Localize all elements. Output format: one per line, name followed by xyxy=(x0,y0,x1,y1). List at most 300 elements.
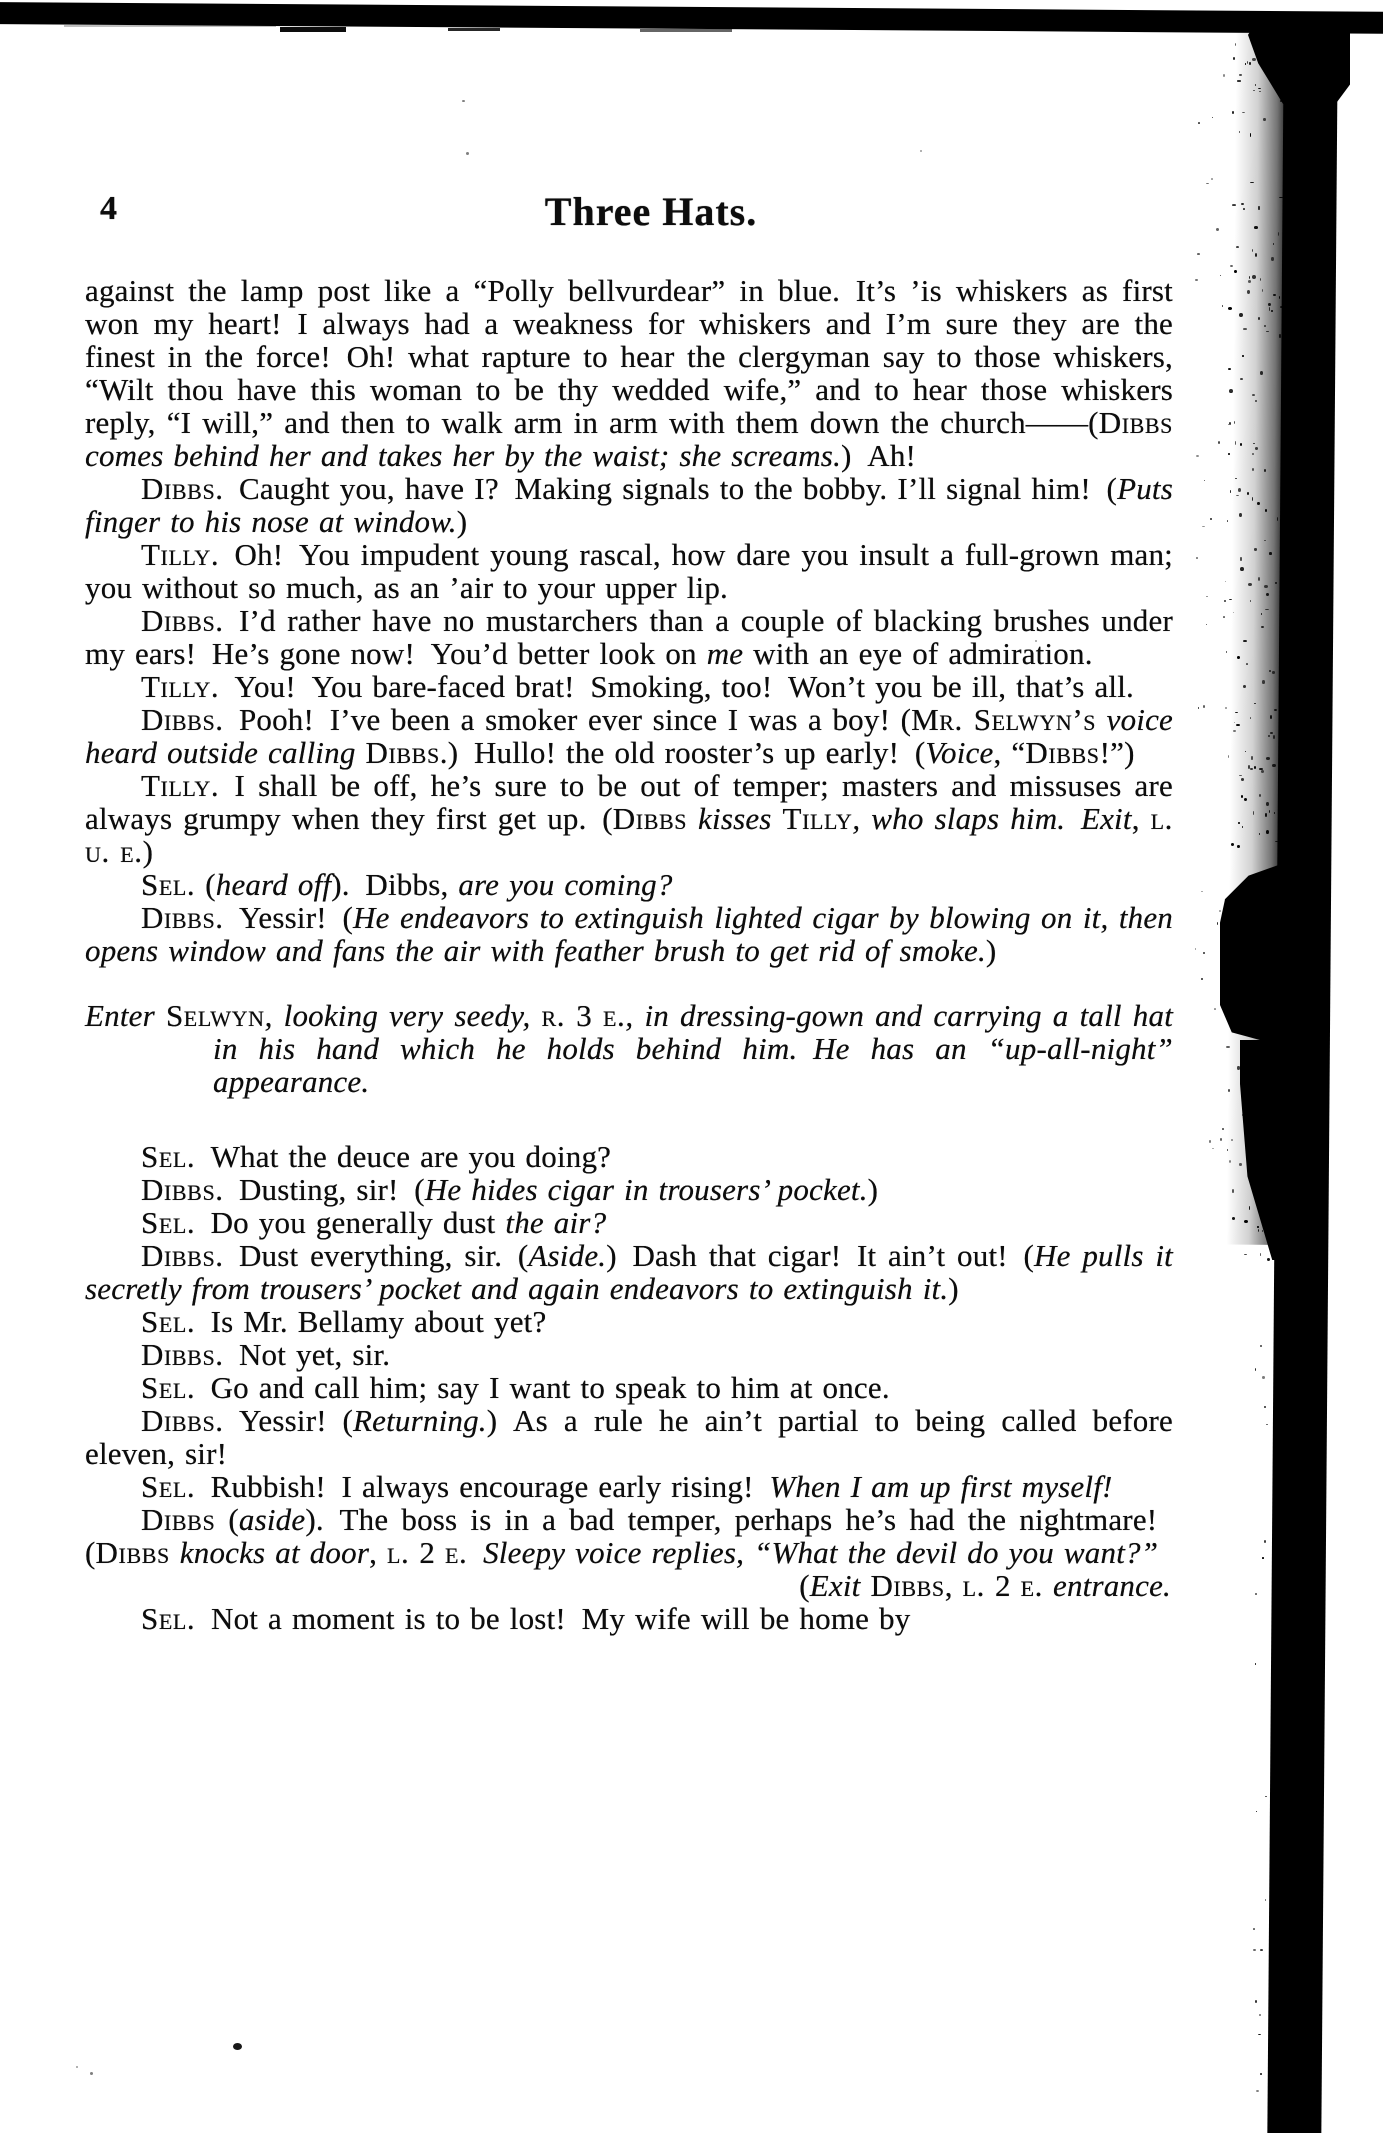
text-run: Sel. xyxy=(141,1601,196,1636)
text-run: aside xyxy=(238,1502,306,1537)
text-run: 2 xyxy=(409,1535,446,1570)
scan-noise-speck xyxy=(1276,1318,1278,1320)
scan-noise-speck xyxy=(1260,1253,1262,1256)
scan-noise-speck xyxy=(90,2072,93,2075)
scan-noise-speck xyxy=(1197,253,1200,255)
scan-noise-speck xyxy=(1277,56,1281,58)
scan-noise-speck xyxy=(1281,658,1283,660)
scan-noise-speck xyxy=(1271,310,1273,311)
text-run: 3 xyxy=(565,998,604,1033)
text-run: Not a moment is to be lost! My wife will be home by xyxy=(195,1601,911,1636)
scan-noise-speck xyxy=(1280,1557,1282,1559)
play-paragraph xyxy=(85,1371,1173,1404)
scan-noise-speck xyxy=(1269,902,1272,905)
scan-noise-speck xyxy=(1261,626,1264,628)
scan-noise-speck xyxy=(1288,436,1290,438)
scan-noise-speck xyxy=(1253,1949,1256,1952)
text-run: Dibbs xyxy=(141,1403,216,1438)
scan-noise-speck xyxy=(1206,596,1208,598)
scan-noise-speck xyxy=(1266,1424,1268,1426)
text-run: ( xyxy=(215,1502,239,1537)
scan-noise-speck xyxy=(1233,57,1235,59)
play-paragraph xyxy=(85,1602,1173,1635)
play-paragraph xyxy=(85,274,1173,472)
text-run: ) As a rule he ain’t partial to being called before eleven, sir! xyxy=(85,1403,1173,1471)
text-run: . Not yet, sir. xyxy=(215,1337,391,1372)
text-run: . I’d rather have no mustarchers than a couple of blacking brushes under my ears! He’s gone now! You’d better look on xyxy=(85,603,1173,671)
play-paragraph xyxy=(85,1338,1173,1371)
scan-noise-speck xyxy=(1265,1899,1266,1901)
play-paragraph xyxy=(85,868,1173,901)
text-run xyxy=(1043,1568,1053,1603)
scan-noise-speck xyxy=(1238,822,1241,824)
scan-noise-speck xyxy=(1255,2000,1257,2003)
text-run: ) xyxy=(456,504,468,539)
scan-noise-speck xyxy=(1228,1011,1229,1014)
text-run: . Rubbish! I always encourage early rising! xyxy=(186,1469,770,1504)
scan-noise-speck xyxy=(1234,722,1235,723)
text-run: . Is Mr. Bellamy about yet? xyxy=(186,1304,547,1339)
scan-noise-speck xyxy=(1241,778,1244,781)
scan-noise-speck xyxy=(1270,2055,1271,2056)
text-run: , in dressing-gown and carrying a tall hat in his hand which he holds behind him. He has an “up-all-night” appearance. xyxy=(213,998,1174,1099)
scan-noise-speck xyxy=(1276,1103,1279,1106)
scan-noise-speck xyxy=(1206,624,1208,625)
scan-noise-speck xyxy=(1236,495,1239,496)
text-run: Sel xyxy=(141,1370,187,1405)
scan-noise-speck xyxy=(1249,1206,1250,1210)
scan-noise-speck xyxy=(1252,58,1256,61)
scan-noise-speck xyxy=(1243,1044,1245,1046)
text-run: r. xyxy=(541,998,566,1033)
scan-noise-speck xyxy=(1258,577,1260,580)
scan-noise-speck xyxy=(1201,978,1203,980)
text-run: Dibbs xyxy=(141,1172,216,1207)
text-run: l. xyxy=(387,1535,410,1570)
scan-noise-speck xyxy=(1240,557,1241,561)
scan-noise-speck xyxy=(1251,756,1253,760)
scan-noise-speck xyxy=(1260,1345,1262,1347)
scan-noise-speck xyxy=(1285,511,1288,514)
text-run: Selwyn xyxy=(165,998,265,1033)
scan-noise-speck xyxy=(1259,91,1261,92)
text-run: . You! You bare-faced brat! Smoking, too! Won’t you be ill, that’s all. xyxy=(210,669,1135,704)
scan-noise-speck xyxy=(1260,371,1263,375)
scan-noise-speck xyxy=(1220,1138,1222,1140)
text-run: .) Hullo! the old rooster’s up early! ( xyxy=(439,735,926,770)
text-run: Puts finger to his nose at window. xyxy=(85,471,1173,539)
text-run: , xyxy=(369,1535,388,1570)
scan-noise-speck xyxy=(1210,518,1212,520)
text-run: . Yessir! ( xyxy=(215,1403,354,1438)
scan-noise-speck xyxy=(1246,997,1250,998)
scan-noise-speck xyxy=(1226,1046,1229,1049)
text-run: ( xyxy=(799,1568,810,1603)
scan-noise-speck xyxy=(1250,182,1254,183)
text-run: ) xyxy=(867,1172,879,1207)
scan-noise-speck xyxy=(1259,794,1261,797)
text-run: He endeavors to extinguish lighted cigar by blowing on it, then opens window and fans the air with feather brush to get rid of smoke. xyxy=(85,900,1173,968)
scan-noise-speck xyxy=(1255,253,1258,257)
scan-noise-speck xyxy=(1271,257,1274,260)
scan-noise-speck xyxy=(1266,830,1269,834)
scan-noise-speck xyxy=(1243,328,1246,330)
scan-noise-speck xyxy=(1239,74,1242,75)
scan-noise-speck xyxy=(1268,735,1270,737)
scan-noise-speck xyxy=(1290,924,1292,926)
scan-noise-speck xyxy=(1248,972,1251,974)
text-run: , who slaps him. Exit xyxy=(852,801,1132,836)
scan-noise-speck xyxy=(1266,1097,1269,1098)
scan-noise-speck xyxy=(1240,378,1243,380)
scan-noise-speck xyxy=(1280,100,1283,101)
text-run: Dibbs xyxy=(141,702,216,737)
scan-noise-speck xyxy=(1206,183,1209,184)
text-run: Sel xyxy=(141,1205,187,1240)
text-run: e. xyxy=(445,1535,468,1570)
scan-noise-speck xyxy=(1236,724,1239,726)
scan-noise-speck xyxy=(1258,2034,1261,2035)
play-paragraph xyxy=(85,1404,1173,1470)
scan-noise-speck xyxy=(1277,517,1278,521)
text-run xyxy=(467,1535,483,1570)
text-run: heard off xyxy=(215,867,332,902)
scan-noise-speck xyxy=(1257,987,1258,989)
scan-noise-speck xyxy=(1230,1004,1232,1006)
scan-noise-speck xyxy=(1276,879,1280,880)
scan-noise-speck xyxy=(1275,841,1278,842)
scan-noise-speck xyxy=(1257,502,1260,506)
scan-noise-speck xyxy=(1212,1148,1214,1149)
scan-noise-speck xyxy=(1244,1220,1248,1223)
scan-noise-speck xyxy=(1218,441,1220,444)
scan-noise-speck xyxy=(1285,323,1286,325)
scan-noise-speck xyxy=(1282,1986,1283,1987)
scan-noise-speck xyxy=(1270,732,1273,734)
scan-noise-speck xyxy=(1262,289,1263,292)
text-run: l. u. e. xyxy=(85,801,1173,869)
scan-noise-speck xyxy=(1214,1008,1216,1010)
scan-noise-speck xyxy=(1267,1003,1270,1007)
scan-noise-speck xyxy=(1288,1239,1291,1241)
scan-noise-speck xyxy=(1255,1368,1256,1371)
scan-noise-speck xyxy=(1253,90,1254,91)
scan-noise-speck xyxy=(1283,437,1285,440)
text-run: 2 xyxy=(985,1568,1021,1603)
scan-noise-speck xyxy=(1283,587,1284,590)
text-run: , “ xyxy=(993,735,1026,770)
text-run: ( xyxy=(195,867,216,902)
scan-noise-speck xyxy=(1220,275,1221,276)
scan-noise-speck xyxy=(1262,1230,1263,1232)
text-run: Sel xyxy=(141,1469,187,1504)
scan-noise-speck xyxy=(1231,843,1234,846)
scan-noise-speck xyxy=(1269,552,1271,555)
text-run: !”) xyxy=(1099,735,1135,770)
scan-noise-speck xyxy=(1254,766,1256,769)
play-text xyxy=(85,274,1173,1635)
scan-noise-speck xyxy=(1252,275,1256,279)
scan-noise-speck xyxy=(1256,2090,1259,2092)
scan-noise-speck xyxy=(1198,122,1200,124)
scan-noise-speck xyxy=(1243,685,1246,688)
scan-noise-speck xyxy=(1233,730,1236,732)
scan-noise-speck xyxy=(1209,1140,1210,1143)
play-paragraph xyxy=(85,670,1173,703)
scan-noise-speck xyxy=(1222,1128,1225,1131)
scan-noise-speck xyxy=(1273,910,1275,914)
scan-noise-speck xyxy=(1232,111,1234,114)
scan-noise-speck xyxy=(1278,809,1282,813)
text-run: Returning. xyxy=(353,1403,487,1438)
text-run: He pulls it secretly from trousers’ pocket and again endeavors to extinguish it. xyxy=(85,1238,1173,1306)
page-header xyxy=(0,188,1383,250)
scan-noise-speck xyxy=(1198,707,1199,708)
scan-noise-speck xyxy=(1261,770,1264,773)
scan-noise-speck xyxy=(1281,1067,1284,1068)
text-run: . What the deuce are you doing? xyxy=(186,1139,612,1174)
scan-noise-speck xyxy=(1258,876,1261,877)
scan-noise-speck xyxy=(1248,1117,1252,1121)
scan-noise-speck xyxy=(1227,520,1228,522)
text-run: . Caught you, have I? Making signals to the bobby. I’ll signal him! ( xyxy=(215,471,1118,506)
text-run: Aside. xyxy=(528,1238,607,1273)
play-paragraph xyxy=(85,1470,1173,1503)
scan-noise-speck xyxy=(1271,932,1273,936)
scan-noise-speck xyxy=(1211,178,1214,180)
text-run: Exit xyxy=(809,1568,871,1603)
scan-noise-speck xyxy=(1223,74,1225,77)
scan-noise-speck xyxy=(1281,1121,1283,1124)
scan-artifact-dash xyxy=(280,27,346,32)
text-run: the air? xyxy=(505,1205,607,1240)
text-run xyxy=(170,1535,180,1570)
scan-noise-speck xyxy=(1229,389,1233,393)
scan-noise-speck xyxy=(1212,117,1214,118)
scan-noise-speck xyxy=(1229,422,1231,425)
scan-noise-speck xyxy=(920,150,922,152)
scan-noise-speck xyxy=(1264,1406,1266,1408)
scan-noise-speck xyxy=(1238,488,1241,492)
scan-noise-speck xyxy=(1265,1796,1267,1797)
text-run: Dibbs xyxy=(1098,405,1173,440)
text-run: Mr. Selwyn’s xyxy=(911,702,1097,737)
scan-noise-speck xyxy=(1263,118,1266,122)
text-run: Enter xyxy=(85,998,166,1033)
scan-noise-speck xyxy=(1232,1189,1234,1193)
scan-noise-speck xyxy=(1195,279,1197,281)
scan-noise-speck xyxy=(1239,131,1240,133)
scan-noise-speck xyxy=(1267,1008,1269,1011)
text-run: comes behind her and takes her by the waist; she screams. xyxy=(85,438,842,473)
scan-noise-speck xyxy=(1201,891,1203,892)
scan-noise-speck xyxy=(1282,873,1285,875)
scan-noise-speck xyxy=(1269,670,1271,672)
scan-noise-speck xyxy=(1288,625,1291,629)
scan-noise-speck xyxy=(1256,1811,1257,1812)
exit-direction xyxy=(85,1569,1173,1602)
scan-artifact-dash xyxy=(64,25,276,27)
scan-noise-speck xyxy=(1275,582,1277,584)
scan-noise-speck xyxy=(1243,640,1246,642)
scan-noise-speck xyxy=(1228,755,1229,758)
scan-noise-speck xyxy=(1230,490,1232,493)
play-paragraph xyxy=(85,604,1173,670)
scan-noise-speck xyxy=(1284,133,1287,137)
text-run: ) xyxy=(142,834,154,869)
text-run: ) Ah! xyxy=(841,438,917,473)
play-paragraph xyxy=(85,472,1173,538)
scan-noise-speck xyxy=(1224,600,1226,602)
text-run: Tilly xyxy=(782,801,853,836)
scan-noise-speck xyxy=(1240,443,1242,446)
scan-noise-speck xyxy=(1260,1949,1263,1951)
scan-noise-speck xyxy=(1237,1066,1239,1069)
scan-noise-speck xyxy=(1265,609,1268,610)
scan-noise-speck xyxy=(1237,845,1240,848)
scan-noise-speck xyxy=(1219,910,1221,911)
text-run: . Oh! You impudent young rascal, how dare you insult a full-grown man; you without so much, as an ’air to your upper lip. xyxy=(85,537,1173,605)
scan-noise-speck xyxy=(1255,1067,1258,1071)
scan-noise-speck xyxy=(1266,1147,1270,1149)
text-run: ). The boss is in a bad temper, perhaps he’s had the nightmare! ( xyxy=(85,1502,1173,1570)
scan-noise-speck xyxy=(1280,306,1284,308)
play-paragraph xyxy=(85,901,1173,967)
scan-noise-speck xyxy=(1266,802,1269,806)
scan-noise-speck xyxy=(1287,1111,1289,1114)
play-paragraph xyxy=(85,1206,1173,1239)
play-paragraph xyxy=(85,538,1173,604)
text-run: . Dusting, sir! ( xyxy=(215,1172,425,1207)
scan-noise-speck xyxy=(1223,616,1225,618)
scan-noise-speck xyxy=(1252,468,1254,471)
scan-noise-speck xyxy=(76,2066,78,2068)
scan-noise-speck xyxy=(1228,453,1230,455)
scan-noise-speck xyxy=(462,100,465,102)
text-run: Sel xyxy=(141,1304,187,1339)
text-run: against the lamp post like a “Polly bellvurdear” in blue. It’s ’is whiskers as first won my heart! I always had a weakness for whiskers and I’m sure they are the finest in the force! Oh! what rapture to hear the clergyman say to those whiskers, “Wilt thou have this woman to be thy wedded wife,” and to hear those whiskers reply, “I will,” and then to walk arm in arm with them down the church——( xyxy=(85,273,1173,440)
scan-noise-speck xyxy=(1262,1557,1263,1559)
scan-noise-speck xyxy=(1279,334,1280,338)
text-run: Dibbs xyxy=(365,735,440,770)
scan-noise-speck xyxy=(1259,833,1260,834)
scan-noise-speck xyxy=(1255,1593,1256,1594)
text-run xyxy=(687,801,698,836)
scan-noise-speck xyxy=(1195,948,1196,949)
scan-noise-speck xyxy=(1273,1012,1275,1014)
scan-noise-speck xyxy=(1271,1044,1274,1047)
page-title: Three Hats. xyxy=(544,189,758,234)
text-run: . Do you generally dust xyxy=(186,1205,506,1240)
scan-noise-speck xyxy=(1229,599,1232,600)
text-run: Dibbs xyxy=(141,900,216,935)
scan-noise-speck xyxy=(1239,313,1243,317)
text-run: kisses xyxy=(698,801,783,836)
scan-noise-speck xyxy=(1246,663,1248,665)
stage-direction xyxy=(85,999,1173,1098)
text-run: Tilly xyxy=(141,537,211,572)
scan-noise-speck xyxy=(1271,1740,1274,1742)
scan-noise-speck xyxy=(1264,1540,1267,1543)
scan-noise-speck xyxy=(1272,671,1274,674)
scan-noise-speck xyxy=(1217,922,1218,925)
scan-noise-speck xyxy=(1203,705,1205,708)
scan-noise-speck xyxy=(1239,1163,1242,1166)
scan-noise-speck xyxy=(1259,2014,1261,2016)
text-run: Dibbs xyxy=(1025,735,1100,770)
scan-noise-speck xyxy=(1249,62,1250,65)
scan-noise-speck xyxy=(1244,1254,1247,1256)
scan-noise-speck xyxy=(466,152,469,155)
scan-noise-speck xyxy=(1253,1928,1254,1930)
scan-noise-speck xyxy=(1282,348,1285,352)
play-paragraph xyxy=(85,769,1173,868)
scan-noise-speck xyxy=(1202,526,1205,527)
scan-noise-speck xyxy=(1203,952,1205,954)
scan-noise-speck xyxy=(1222,305,1223,307)
text-run: Dibbs xyxy=(141,1337,216,1372)
scan-artifact-dash xyxy=(640,29,732,32)
scan-noise-speck xyxy=(1265,509,1266,512)
text-run: . Pooh! I’ve been a smoker ever since I was a boy! ( xyxy=(215,702,912,737)
text-run: Tilly xyxy=(141,669,211,704)
text-run: with an eye of admiration. xyxy=(743,636,1093,671)
play-paragraph xyxy=(85,1239,1173,1305)
text-run: Dibbs xyxy=(141,603,216,638)
text-run: Dibbs xyxy=(870,1568,945,1603)
play-paragraph xyxy=(85,703,1173,769)
scan-noise-speck xyxy=(1247,492,1249,495)
play-paragraph xyxy=(85,1173,1173,1206)
text-run: Dibbs xyxy=(612,801,688,836)
scan-noise-speck xyxy=(1227,1149,1228,1152)
text-run: e. xyxy=(603,998,626,1033)
scan-noise-speck xyxy=(1196,455,1199,457)
text-run: , xyxy=(944,1568,963,1603)
text-run: Sel xyxy=(141,1139,187,1174)
scan-artifact-dash xyxy=(448,28,500,31)
scan-noise-speck xyxy=(1279,296,1280,300)
scan-noise-speck xyxy=(1282,1706,1283,1709)
text-run: Voice xyxy=(925,735,994,770)
text-run: . Yessir! ( xyxy=(215,900,354,935)
scan-noise-speck xyxy=(1264,325,1266,327)
text-run: are you coming? xyxy=(458,867,673,902)
text-run: . Go and call him; say I want to speak to him at once. xyxy=(186,1370,890,1405)
text-run: , xyxy=(1131,801,1151,836)
text-run: knocks at door xyxy=(179,1535,370,1570)
text-run: , looking very seedy, xyxy=(264,998,542,1033)
scan-noise-speck xyxy=(1234,421,1235,424)
scan-noise-speck xyxy=(1288,457,1290,461)
text-run: When I am up first myself! xyxy=(769,1469,1113,1504)
play-paragraph xyxy=(85,1305,1173,1338)
scan-noise-speck xyxy=(1287,1037,1288,1041)
scan-noise-speck xyxy=(1228,307,1232,310)
page-number: 4 xyxy=(100,190,117,227)
scan-noise-speck xyxy=(1237,80,1241,81)
scan-noise-speck xyxy=(1280,592,1284,595)
text-run: Dibbs xyxy=(95,1535,170,1570)
text-run: Dibbs xyxy=(141,1238,216,1273)
scan-noise-speck xyxy=(1196,557,1199,559)
scan-noise-speck xyxy=(1204,480,1206,481)
scan-noise-speck xyxy=(1255,1663,1256,1665)
scan-noise-speck xyxy=(1262,1376,1265,1379)
text-run: Tilly xyxy=(141,768,211,803)
text-run: Dibbs xyxy=(141,471,216,506)
scan-noise-speck xyxy=(1244,1054,1247,1056)
